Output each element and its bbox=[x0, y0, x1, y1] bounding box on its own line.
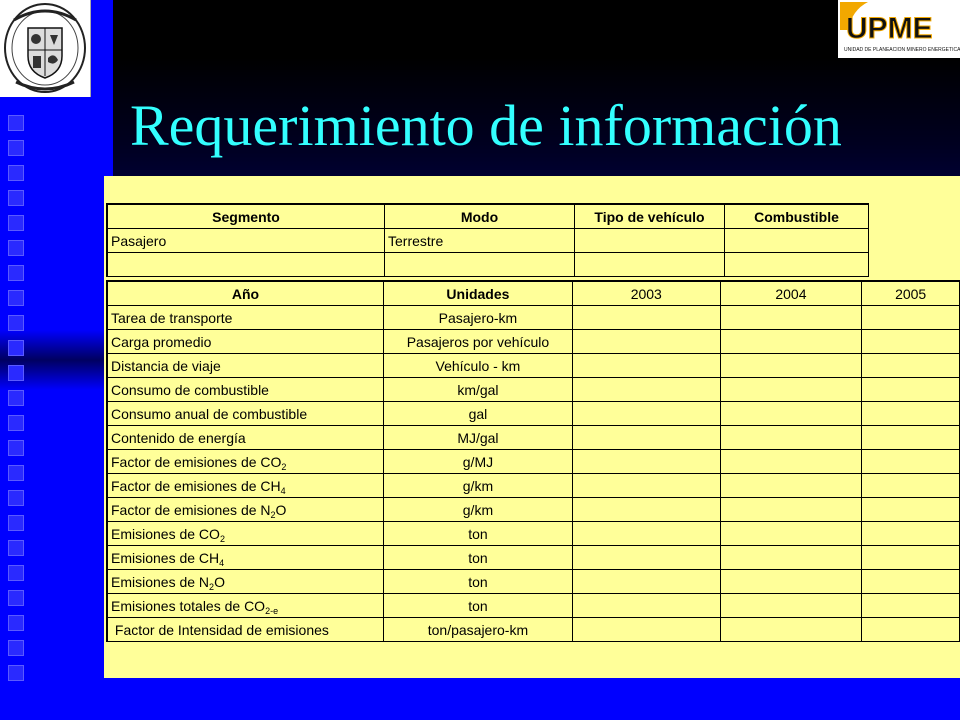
university-crest-logo bbox=[0, 0, 91, 97]
row-unit: g/km bbox=[383, 498, 572, 522]
year-value-cell bbox=[573, 306, 721, 330]
row-unit: gal bbox=[383, 402, 572, 426]
header-2003: 2003 bbox=[573, 281, 721, 306]
row-unit: ton bbox=[383, 570, 572, 594]
cell-segmento: Pasajero bbox=[107, 229, 385, 253]
row-unit: ton bbox=[383, 522, 572, 546]
row-unit: MJ/gal bbox=[383, 426, 572, 450]
year-value-cell bbox=[862, 330, 960, 354]
row-label bbox=[107, 570, 383, 594]
header-2004: 2004 bbox=[720, 281, 862, 306]
year-value-cell bbox=[862, 522, 960, 546]
row-label bbox=[107, 450, 383, 474]
year-value-cell bbox=[720, 522, 862, 546]
row-unit: ton bbox=[383, 546, 572, 570]
year-value-cell bbox=[573, 570, 721, 594]
row-label bbox=[107, 498, 383, 522]
row-label-subscript: 4 bbox=[219, 557, 225, 568]
header-2005: 2005 bbox=[862, 281, 960, 306]
row-unit: g/MJ bbox=[383, 450, 572, 474]
row-label bbox=[107, 594, 383, 618]
table-row bbox=[107, 570, 960, 594]
year-value-cell bbox=[720, 618, 862, 642]
row-label-subscript: 4 bbox=[280, 485, 286, 496]
year-value-cell bbox=[720, 402, 862, 426]
year-value-cell bbox=[573, 450, 721, 474]
row-unit: Vehículo - km bbox=[383, 354, 572, 378]
year-value-cell bbox=[862, 450, 960, 474]
year-value-cell bbox=[862, 474, 960, 498]
year-value-cell bbox=[720, 354, 862, 378]
row-label-text: Emisiones de CH bbox=[111, 549, 220, 566]
header-modo: Modo bbox=[385, 204, 575, 229]
row-unit: g/km bbox=[383, 474, 572, 498]
year-value-cell bbox=[573, 354, 721, 378]
row-unit: Pasajeros por vehículo bbox=[383, 330, 572, 354]
svg-text:UPME: UPME bbox=[846, 12, 933, 45]
cell-empty bbox=[575, 253, 725, 277]
segment-header-row bbox=[107, 204, 869, 229]
year-value-cell bbox=[862, 618, 960, 642]
year-value-cell bbox=[573, 618, 721, 642]
cell-modo: Terrestre bbox=[385, 229, 575, 253]
row-label: Distancia de viaje bbox=[107, 354, 383, 378]
year-value-cell bbox=[720, 498, 862, 522]
header-ano: Año bbox=[107, 281, 383, 306]
row-label-subscript: 2 bbox=[281, 461, 287, 472]
year-value-cell bbox=[720, 570, 862, 594]
main-header-row bbox=[107, 281, 960, 306]
year-value-cell bbox=[720, 426, 862, 450]
cell-tipo bbox=[575, 229, 725, 253]
row-label-text: Factor de emisiones de CH bbox=[111, 477, 281, 494]
table-row bbox=[107, 522, 960, 546]
table-row bbox=[107, 402, 960, 426]
year-value-cell bbox=[573, 498, 721, 522]
row-label-text: Emisiones de CO bbox=[111, 525, 220, 542]
year-value-cell bbox=[720, 306, 862, 330]
svg-text:UNIDAD DE PLANEACION MINERO EN: UNIDAD DE PLANEACION MINERO ENERGETICA bbox=[844, 47, 960, 53]
cell-empty bbox=[107, 253, 385, 277]
row-unit: km/gal bbox=[383, 378, 572, 402]
header-unidades: Unidades bbox=[383, 281, 572, 306]
year-value-cell bbox=[720, 594, 862, 618]
year-value-cell bbox=[720, 474, 862, 498]
row-label bbox=[107, 546, 383, 570]
cell-empty bbox=[725, 253, 869, 277]
year-value-cell bbox=[573, 546, 721, 570]
year-value-cell bbox=[720, 546, 862, 570]
row-label: Consumo anual de combustible bbox=[107, 402, 383, 426]
year-value-cell bbox=[573, 594, 721, 618]
upme-logo bbox=[838, 0, 960, 58]
table-row bbox=[107, 618, 960, 642]
row-label: Contenido de energía bbox=[107, 426, 383, 450]
year-value-cell bbox=[573, 330, 721, 354]
year-value-cell bbox=[862, 570, 960, 594]
table-row bbox=[107, 546, 960, 570]
table-row bbox=[107, 229, 869, 253]
year-value-cell bbox=[862, 594, 960, 618]
row-label-subscript: 2 bbox=[270, 509, 276, 520]
row-label-text: Emisiones totales de CO bbox=[111, 597, 266, 614]
table-row bbox=[107, 594, 960, 618]
row-unit: Pasajero-km bbox=[383, 306, 572, 330]
year-value-cell bbox=[573, 426, 721, 450]
year-value-cell bbox=[720, 450, 862, 474]
table-row bbox=[107, 498, 960, 522]
main-table-body bbox=[107, 306, 960, 642]
year-value-cell bbox=[573, 474, 721, 498]
year-value-cell bbox=[573, 522, 721, 546]
table-row bbox=[107, 330, 960, 354]
annual-data-table bbox=[106, 280, 960, 642]
row-label-text: Emisiones de N bbox=[111, 573, 210, 590]
cell-empty bbox=[385, 253, 575, 277]
table-row bbox=[107, 306, 960, 330]
year-value-cell bbox=[720, 378, 862, 402]
year-value-cell bbox=[573, 402, 721, 426]
year-value-cell bbox=[573, 378, 721, 402]
row-label-subscript: 2 bbox=[209, 581, 215, 592]
table-row bbox=[107, 354, 960, 378]
table-row bbox=[107, 474, 960, 498]
row-unit: ton bbox=[383, 594, 572, 618]
segment-table bbox=[106, 203, 869, 277]
slide-title: Requerimiento de información bbox=[130, 93, 842, 158]
year-value-cell bbox=[862, 306, 960, 330]
row-label-subscript: 2-e bbox=[265, 605, 279, 616]
decorative-squares bbox=[0, 115, 30, 690]
year-value-cell bbox=[862, 498, 960, 522]
year-value-cell bbox=[862, 426, 960, 450]
header-segmento: Segmento bbox=[107, 204, 385, 229]
year-value-cell bbox=[862, 378, 960, 402]
year-value-cell bbox=[862, 546, 960, 570]
row-label-text: Factor de emisiones de N bbox=[111, 501, 271, 518]
row-label: Carga promedio bbox=[107, 330, 383, 354]
row-label: Factor de Intensidad de emisiones bbox=[107, 618, 383, 642]
header-tipo-vehiculo: Tipo de vehículo bbox=[575, 204, 725, 229]
year-value-cell bbox=[862, 354, 960, 378]
table-row bbox=[107, 253, 869, 277]
row-label-subscript: 2 bbox=[219, 533, 225, 544]
year-value-cell bbox=[862, 402, 960, 426]
header-combustible: Combustible bbox=[725, 204, 869, 229]
row-label: Tarea de transporte bbox=[107, 306, 383, 330]
row-label-text: Factor de emisiones de CO bbox=[111, 453, 282, 470]
row-unit: ton/pasajero-km bbox=[383, 618, 572, 642]
data-panel bbox=[104, 176, 960, 678]
table-row bbox=[107, 378, 960, 402]
row-label: Consumo de combustible bbox=[107, 378, 383, 402]
row-label-suffix: O bbox=[275, 501, 287, 518]
cell-combustible bbox=[725, 229, 869, 253]
year-value-cell bbox=[720, 330, 862, 354]
row-label-suffix: O bbox=[214, 573, 225, 590]
row-label bbox=[107, 522, 383, 546]
row-label bbox=[107, 474, 383, 498]
table-row bbox=[107, 426, 960, 450]
table-row bbox=[107, 450, 960, 474]
